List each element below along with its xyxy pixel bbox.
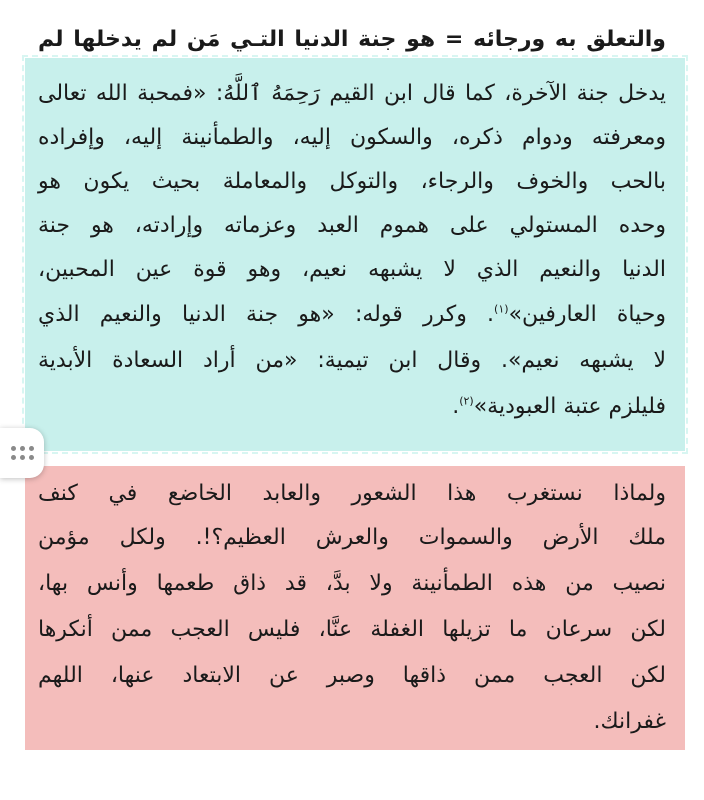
text-line-13: لكن سرعان ما تزيلها الغفلة عنَّا، فليس العجب ممن أنكرها	[38, 617, 666, 642]
text-line-9-end: .	[452, 394, 460, 419]
text-line-8: لا يشبهه نعيم». وقال ابن تيمية: «من أراد السعادة الأبدية	[38, 348, 666, 373]
text-line-14: لكن العجب ممن ذاقها وصبر عن الابتعاد عنها، اللهم	[38, 663, 666, 688]
text-line-7-start: وحياة العارفين»	[508, 302, 666, 327]
text-line-9-start: فليلزم عتبة العبودية»	[473, 394, 666, 419]
grip-dots-icon	[11, 446, 34, 460]
text-line-1: والتعلق به ورجائه = هو جنة الدنيا التـي مَن لم يدخلها لم	[38, 27, 666, 52]
text-line-2: يدخل جنة الآخرة، كما قال ابن القيم رَحِمَهُ ٱللَّهُ: «فمحبة الله تعالى	[38, 81, 666, 106]
text-line-11: ملك الأرض والسموات والعرش العظيم؟!. ولكل مؤمن	[38, 525, 666, 550]
selection-drag-handle[interactable]	[0, 428, 44, 478]
text-line-4: بالحب والخوف والرجاء، والتوكل والمعاملة بحيث يكون هو	[38, 169, 666, 194]
text-line-12: نصيب من هذه الطمأنينة ولا بدَّ، قد ذاق طعمها وأنس بها،	[38, 571, 666, 596]
text-line-5: وحده المستولي على هموم العبد وعزماته وإرادته، هو جنة	[38, 213, 666, 238]
text-line-6: الدنيا والنعيم الذي لا يشبهه نعيم، وهو قوة عين المحبين،	[38, 257, 666, 282]
text-line-9	[38, 389, 666, 425]
text-line-7-end: . وكرر قوله: «هو جنة الدنيا والنعيم الذي	[38, 302, 495, 327]
text-line-3: ومعرفته ودوام ذكره، والسكون إليه، والطمأنينة إليه، وإفراده	[38, 125, 666, 150]
text-line-15: غفرانك.	[593, 709, 666, 734]
text-line-10: ولماذا نستغرب هذا الشعور والعابد الخاضع في كنف	[38, 481, 666, 506]
footnote-ref-1[interactable]: (١)	[494, 302, 509, 316]
footnote-ref-2[interactable]: (٢)	[459, 394, 474, 408]
text-line-7	[38, 297, 666, 333]
